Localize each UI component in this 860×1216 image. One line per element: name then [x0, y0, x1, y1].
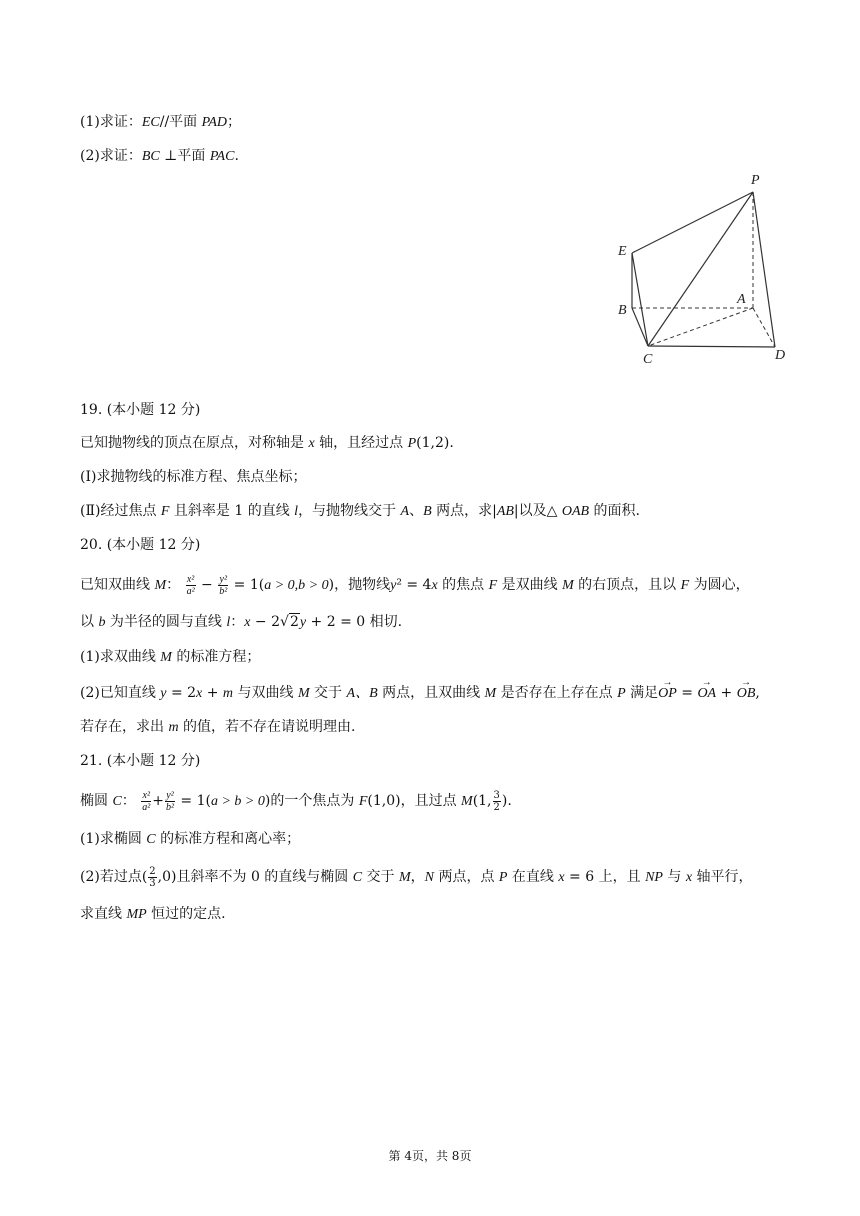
- edge-AC: [648, 308, 753, 346]
- q20-line1: 已知双曲线 M： $\frac{\text{x²}}{\text{a²}}$ − $\frac{\text{y²}}{\text{b²}}$ = 1(a > 0,b > 0)，抛物线y² = 4x 的焦点 F 是双曲线 M 的右顶点，且以 F 为圆心，: [80, 573, 750, 597]
- frac-x2-a2: $\frac{\text{x²}}{\text{a²}}$: [142, 789, 151, 813]
- page-footer: 第 4页，共 8页: [388, 1149, 472, 1163]
- q20-line2: 以 b 为半径的圆与直线 l：x − 2√2y + 2 = 0 相切.: [80, 614, 403, 630]
- q19-part1: (Ⅰ)求抛物线的标准方程、焦点坐标；: [80, 469, 307, 485]
- label-A: A: [737, 292, 746, 307]
- label-P: P: [751, 173, 760, 188]
- frac-3-2: $\frac{3}{2}$: [493, 789, 500, 813]
- q19-header: 19. (本小题 12 分): [80, 402, 201, 418]
- q20-header: 20. (本小题 12 分): [80, 537, 201, 553]
- label-D: D: [775, 348, 786, 363]
- edge-CD: [648, 346, 775, 347]
- frac-y2-b2: $\frac{\text{y²}}{\text{b²}}$: [165, 789, 174, 813]
- q18-part1: (1)求证：EC//平面 PAD；: [80, 114, 242, 130]
- label-E: E: [618, 244, 627, 259]
- q19-stem: 已知抛物线的顶点在原点，对称轴是 x 轴，且经过点 P(1,2).: [80, 435, 454, 451]
- q19-part2: (Ⅱ)经过焦点 F 且斜率是 1 的直线 l，与抛物线交于 A、B 两点，求|AB|以及△ OAB 的面积.: [80, 503, 640, 519]
- edge-PD: [753, 192, 775, 347]
- q21-header: 21. (本小题 12 分): [80, 753, 201, 769]
- q20-part1: (1)求双曲线 M 的标准方程；: [80, 649, 261, 665]
- edge-BC: [632, 308, 648, 346]
- q18-part2: (2)求证：BC ⊥平面 PAC.: [80, 148, 239, 164]
- q21-part2: (2)若过点( $\frac{2}{3}$ ,0)且斜率不为 0 的直线与椭圆 C 交于 M，N 两点，点 P 在直线 x = 6 上，且 NP 与 x 轴平行，: [80, 865, 753, 889]
- label-B: B: [618, 303, 627, 318]
- frac-2-3: $\frac{2}{3}$: [149, 865, 156, 889]
- q20-part2: (2)已知直线 y = 2x + m 与双曲线 M 交于 A、B 两点，且双曲线 M 是否存在上存在点 P 满足→ OP = → OA + → OB,: [80, 683, 760, 704]
- q21-stem: 椭圆 C： $\frac{\text{x²}}{\text{a²}}$ + $\frac{\text{y²}}{\text{b²}}$ = 1(a > b > 0)的一个焦点为 F(1,0)，且过点 M(1, $\frac{3}{2}$ ).: [80, 789, 512, 813]
- edge-PC: [648, 192, 753, 346]
- pyramid-figure: [610, 165, 810, 370]
- vec-EC: EC: [141, 115, 160, 130]
- label-C: C: [643, 352, 653, 367]
- frac-y2-b2: $\frac{\text{y²}}{\text{b²}}$: [219, 573, 228, 597]
- frac-x2-a2: $\frac{\text{x²}}{\text{a²}}$: [186, 573, 195, 597]
- q20-part2-cont: 若存在，求出 m 的值，若不存在请说明理由.: [80, 719, 356, 735]
- q21-part2-cont: 求直线 MP 恒过的定点.: [80, 906, 226, 922]
- q21-part1: (1)求椭圆 C 的标准方程和离心率；: [80, 831, 301, 847]
- edge-EP: [632, 192, 753, 253]
- edge-EC: [632, 253, 648, 346]
